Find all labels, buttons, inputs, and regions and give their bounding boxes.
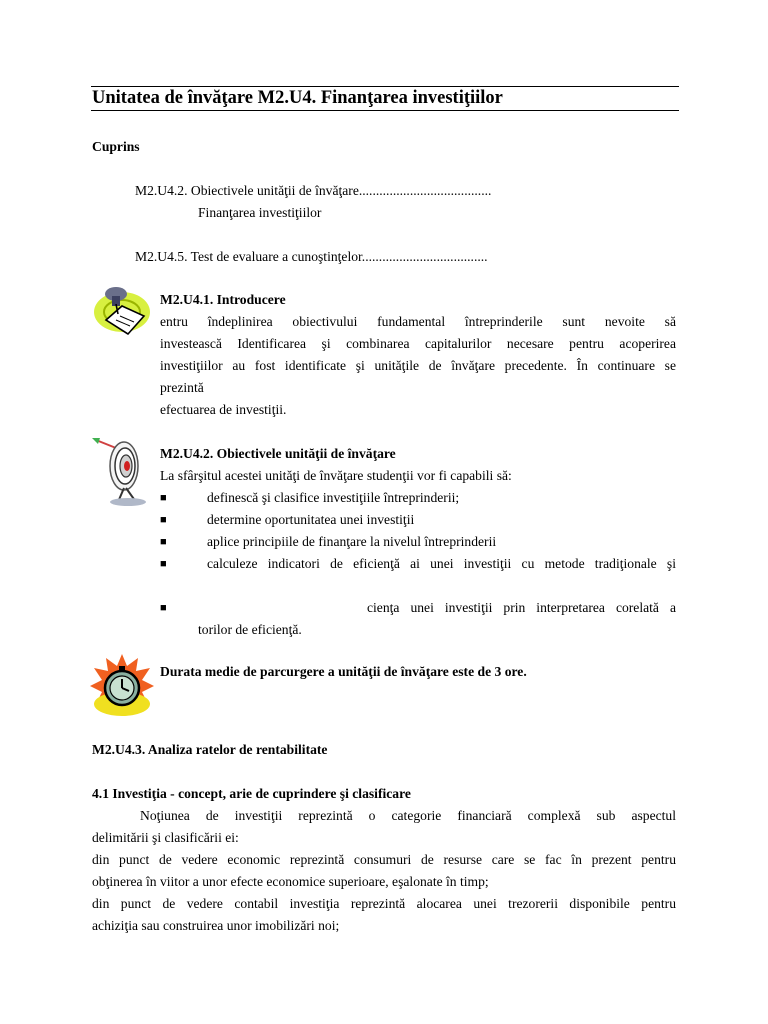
objective-item: cienţa unei investiţii prin interpretarea corelată a	[367, 600, 676, 615]
title-rule-top	[91, 86, 679, 87]
objectives-lead: La sfârşitul acestei unităţi de învăţare studenţii vor fi capabili să:	[160, 468, 512, 483]
body-line: din punct de vedere economic reprezintă consumuri de resurse care se fac în prezent pentru	[92, 852, 676, 867]
intro-line: prezintă	[160, 380, 204, 395]
objective-item: determine oportunitatea unei investiţii	[207, 512, 415, 527]
pushpin-note-icon	[92, 284, 158, 340]
body-line: Noţiunea de investiţii reprezintă o categorie financiară complexă sub aspectul	[140, 808, 676, 823]
objective-item: aplice principiile de finanţare la nivelul întreprinderii	[207, 534, 497, 549]
archery-target-icon	[92, 436, 156, 508]
duration-note: Durata medie de parcurgere a unităţii de învăţare este de 3 ore.	[160, 664, 527, 679]
intro-line: entru îndeplinirea obiectivului fundamental întreprinderile sunt nevoite să	[160, 314, 676, 329]
contents-heading: Cuprins	[92, 139, 140, 154]
contents-entry: M2.U4.2. Obiectivele unităţii de învăţare.......................................	[135, 183, 492, 198]
section-heading: M2.U4.3. Analiza ratelor de rentabilitate	[92, 742, 328, 757]
contents-entry: Finanţarea investiţiilor	[198, 205, 322, 220]
bullet-icon: ■	[160, 514, 167, 526]
bullet-icon: ■	[160, 558, 167, 570]
objective-item: calculeze indicatori de eficienţă ai unei investiţii cu metode tradiţionale şi	[207, 556, 676, 571]
intro-line: investiţiilor au fost identificate şi unităţile de învăţare precedente. În continuare se	[160, 358, 676, 373]
intro-line: investească Identificarea şi combinarea capitalurilor necesare pentru acoperirea	[160, 336, 676, 351]
bullet-icon: ■	[160, 536, 167, 548]
title-rule-bottom	[91, 110, 679, 111]
intro-heading: M2.U4.1. Introducere	[160, 292, 286, 307]
body-line: delimitării şi clasificării ei:	[92, 830, 239, 845]
section-heading: 4.1 Investiţia - concept, arie de cuprindere şi clasificare	[92, 786, 411, 801]
objectives-heading: M2.U4.2. Obiectivele unităţii de învăţare	[160, 446, 396, 461]
contents-entry: M2.U4.5. Test de evaluare a cunoştinţelor.....................................	[135, 249, 488, 264]
objective-continuation: torilor de eficienţă.	[198, 622, 302, 637]
bullet-icon: ■	[160, 492, 167, 504]
body-line: obţinerea în viitor a unor efecte economice superioare, eşalonate în timp;	[92, 874, 489, 889]
stopwatch-icon	[90, 654, 154, 718]
bullet-icon: ■	[160, 602, 167, 614]
body-line: achiziţia sau construirea unor imobilizări noi;	[92, 918, 340, 933]
body-line: din punct de vedere contabil investiţia reprezintă alocarea unei trezorerii disponibile pentru	[92, 896, 676, 911]
objective-item: definescă şi clasifice investiţiile întreprinderii;	[207, 490, 460, 505]
page-title: Unitatea de învăţare M2.U4. Finanţarea investiţiilor	[92, 88, 503, 108]
intro-line: efectuarea de investiţii.	[160, 402, 287, 417]
